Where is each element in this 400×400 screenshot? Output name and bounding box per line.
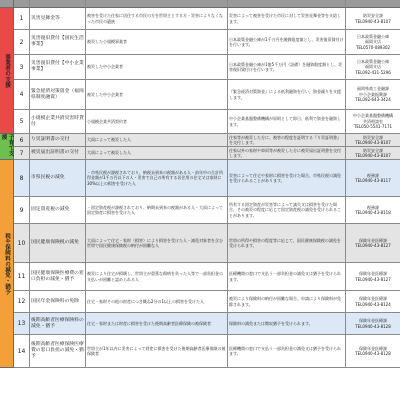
contact-line: 税務課 <box>367 172 379 178</box>
row-number: 14 <box>14 335 30 368</box>
contact-line: 日本政策金融公庫 <box>357 58 389 64</box>
measure-name: 市県民税の減免 <box>30 160 86 197</box>
support-content: 災害によって住宅や家財に損害を受けた場合、市県民税の減免を受けられることがあります。 <box>228 160 346 197</box>
support-content: 保険料の減免または徴収猶予を受けられます。 <box>228 313 346 335</box>
contact-line: 福岡県商工金融課 <box>357 86 389 92</box>
contact-line: 中小企業基盤整備機構 <box>353 113 393 119</box>
contact-line: 防災安全課 <box>363 134 383 140</box>
contact-line: TEL050-5541-7171 <box>353 124 393 130</box>
contact-line: TEL092-643-3424 <box>355 97 391 103</box>
target-persons: 被害を受けた住家に居住する市民の方を世帯主とする方・災害によりなくなった市民の遺族 <box>86 8 228 30</box>
target-persons: 被災した中小企業者 <box>86 80 228 110</box>
target-persons: 被災した小規模事業者 <box>86 30 228 55</box>
support-content: 医療機関の窓口で支払う一部負担金の減免又は猶予を受けられます。 <box>228 263 346 291</box>
contact-line: TEL0940-43-8107 <box>355 18 391 24</box>
contact-line: 日本政策金融公庫 <box>357 33 389 39</box>
contact-line: TEL0940-43-8127 <box>355 276 391 282</box>
row-number: 10 <box>14 224 30 263</box>
section-label <box>0 134 14 160</box>
measure-name: 国民健康保険医療費の窓口負担の減免・猶予 <box>30 263 86 291</box>
section-label-text: 子育て支援 <box>0 134 14 157</box>
header-cell <box>30 0 86 8</box>
measure-name: り災証明書の交付 <box>30 134 86 147</box>
measure-name: 災害復旧貸付【国民生活事業】 <box>30 30 86 55</box>
contact-line: TEL0940-43-8124 <box>355 301 391 307</box>
row-number: 11 <box>14 263 30 291</box>
support-content: 『緊急経済対策資金』による低利融資を行い、資金繰りを支援します。 <box>228 80 346 110</box>
contact-line: 保険年金医療課 <box>359 271 387 277</box>
row-number: 8 <box>14 160 30 197</box>
contact-line: 福岡支店 <box>365 39 381 45</box>
contact-line: TEL0940-43-8128 <box>355 351 391 356</box>
contact-cell <box>346 224 400 263</box>
contact-cell <box>346 291 400 313</box>
measure-name: 緊急経済対策資金（福岡県制度融資） <box>30 80 86 110</box>
target-persons: 被災した中小企業者 <box>86 55 228 80</box>
contact-line: TEL0940-43-8117 <box>355 178 391 183</box>
contact-cell <box>346 197 400 224</box>
contact-line: TEL092-431-5296 <box>355 69 391 75</box>
measure-name: 後期高齢者医療保険料の減免・猶予 <box>30 313 86 335</box>
row-number: 7 <box>14 147 30 160</box>
target-persons: 世帯主が1年以内に災害によって財産に損害を受けた後期高齢者医療保険の被保険者 <box>86 335 228 368</box>
target-persons: 大雨によって被災した人 <box>86 147 228 160</box>
section-label <box>0 160 14 368</box>
row-number: 9 <box>14 197 30 224</box>
target-persons: ・固定資産税が課税されており、納期未到来の税額がある人・大雨によって固定資産に損害を受けた人 <box>86 197 228 224</box>
contact-line: TEL0940-43-8128 <box>355 323 391 329</box>
support-content: 日本政策金融公庫が1千万円を融資限度額とし、災害復旧貸付けを行います。 <box>228 30 346 55</box>
target-persons: 小規模企業共済契約者 <box>86 110 228 134</box>
support-content: 住家以外の家財や車両等が被災した方に被災届出証明書を交付します。 <box>228 147 346 160</box>
contact-line: 保険年金医療課 <box>359 345 387 351</box>
support-content: 日本政策金融公庫が1億5千万円（設備）を融資限度額とし、災害復旧貸付けを行います。 <box>228 55 346 80</box>
header-cell <box>86 0 228 8</box>
contact-cell <box>346 147 400 160</box>
support-content: 中小企業基盤整備機構が原則として即日、低利で資金を融資します。 <box>228 110 346 134</box>
contact-cell <box>346 30 400 55</box>
header-cell <box>0 0 14 8</box>
measure-name: 後期高齢者医療保険医療費の窓口負担の減免・猶予 <box>30 335 86 368</box>
row-number: 13 <box>14 313 30 335</box>
contact-line: TEL0940-43-8118 <box>355 210 391 215</box>
section-label-text: 事業者の支援 <box>4 53 10 88</box>
header-cell <box>14 0 30 8</box>
contact-cell <box>346 335 400 368</box>
contact-line: 防災安全課 <box>363 13 383 19</box>
row-number: 12 <box>14 291 30 313</box>
contact-cell <box>346 263 400 291</box>
contact-line: 中小企業振興課 <box>359 91 387 97</box>
contact-line: TEL0940-43-8127 <box>355 243 391 248</box>
measure-name: 小規模企業共済災害時貸付 <box>30 110 86 134</box>
measure-name: 固定資産税の減免 <box>30 197 86 224</box>
contact-line: 税務課 <box>367 204 379 210</box>
row-number: 6 <box>14 134 30 147</box>
contact-line: TEL0940-43-8107 <box>355 153 391 158</box>
target-persons: 大雨によって住宅・家財（損害）により損害を受けた人・減免対象者を含む世帯で国民健康保険税の納付が困難な人 <box>86 224 228 263</box>
contact-cell <box>346 8 400 30</box>
target-persons: ・市県民税が課税されており、納税未到来の税額がある人・前年中の合計所得金額が1千万円以下の人・災害で自己の所有する居住用の住宅又は家財に30%以上の損害を受けた人 <box>86 160 228 197</box>
contact-line: 保険年金医療課 <box>359 296 387 302</box>
contact-line: 防災安全課 <box>363 147 383 153</box>
contact-cell <box>346 80 400 110</box>
measure-name: 災害見舞金等 <box>30 8 86 30</box>
support-content: 被災により保険料の納付が困難な場合、申請により保険料が免除されます。 <box>228 291 346 313</box>
row-number: 5 <box>14 110 30 134</box>
support-content: 世帯の所得や損害の程度等に応じて、国民健康保険税の減免を受けられます。 <box>228 224 346 263</box>
support-content: 所有する固定資産が災害等によって滅失又は損害を受けた場合、その被災の程度に応じて固定資産税の減免を受けられることがあります。 <box>228 197 346 224</box>
support-content: 住家等が被災した方に、被害の程度を証明する『り災証明書』を交付します。 <box>228 134 346 147</box>
contact-line: 保険年金医療課 <box>359 237 387 243</box>
target-persons: 被災により住宅が損壊し、世帯主が重篤な傷病を負った人等で一部負担金の支払いが困難と認められる人 <box>86 263 228 291</box>
target-persons: 住宅・家財その他の財産につき概ね2分の1以上の損害を受けた人 <box>86 291 228 313</box>
row-number: 1 <box>14 8 30 30</box>
header-cell <box>228 0 346 8</box>
contact-cell <box>346 110 400 134</box>
row-number: 2 <box>14 30 30 55</box>
support-content: 医療機関の窓口で支払う一部負担金の減免又は猶予を受けられます。 <box>228 335 346 368</box>
row-number: 4 <box>14 80 30 110</box>
contact-cell <box>346 160 400 197</box>
measure-name: 国民健康保険税の減免 <box>30 224 86 263</box>
contact-line: 福岡支店 <box>365 64 381 70</box>
contact-line: 保険年金医療課 <box>359 318 387 324</box>
measure-name: 災害復旧貸付【中小企業事業】 <box>30 55 86 80</box>
section-label-text: 税や保険料の減免・猶予 <box>4 232 10 295</box>
target-persons: 大雨によって被災した人 <box>86 134 228 147</box>
contact-line: TEL0570-089302 <box>355 44 391 50</box>
contact-cell <box>346 55 400 80</box>
row-number: 3 <box>14 55 30 80</box>
contact-cell <box>346 134 400 147</box>
header-cell <box>346 0 400 8</box>
contact-line: 共済相談室 <box>363 118 383 124</box>
section-label <box>0 8 14 134</box>
target-persons: 住宅・家財または財産に損害を受けた後期高齢者医療保険の被保険者 <box>86 313 228 335</box>
contact-line: TEL0940-43-8107 <box>355 140 391 145</box>
contact-cell <box>346 313 400 335</box>
measure-name: 被災届出証明書の交付 <box>30 147 86 160</box>
support-content: 災害によって被害を受けた市民に対して災害見舞金等を支給します。 <box>228 8 346 30</box>
measure-name: 国民年金保険料の免除 <box>30 291 86 313</box>
